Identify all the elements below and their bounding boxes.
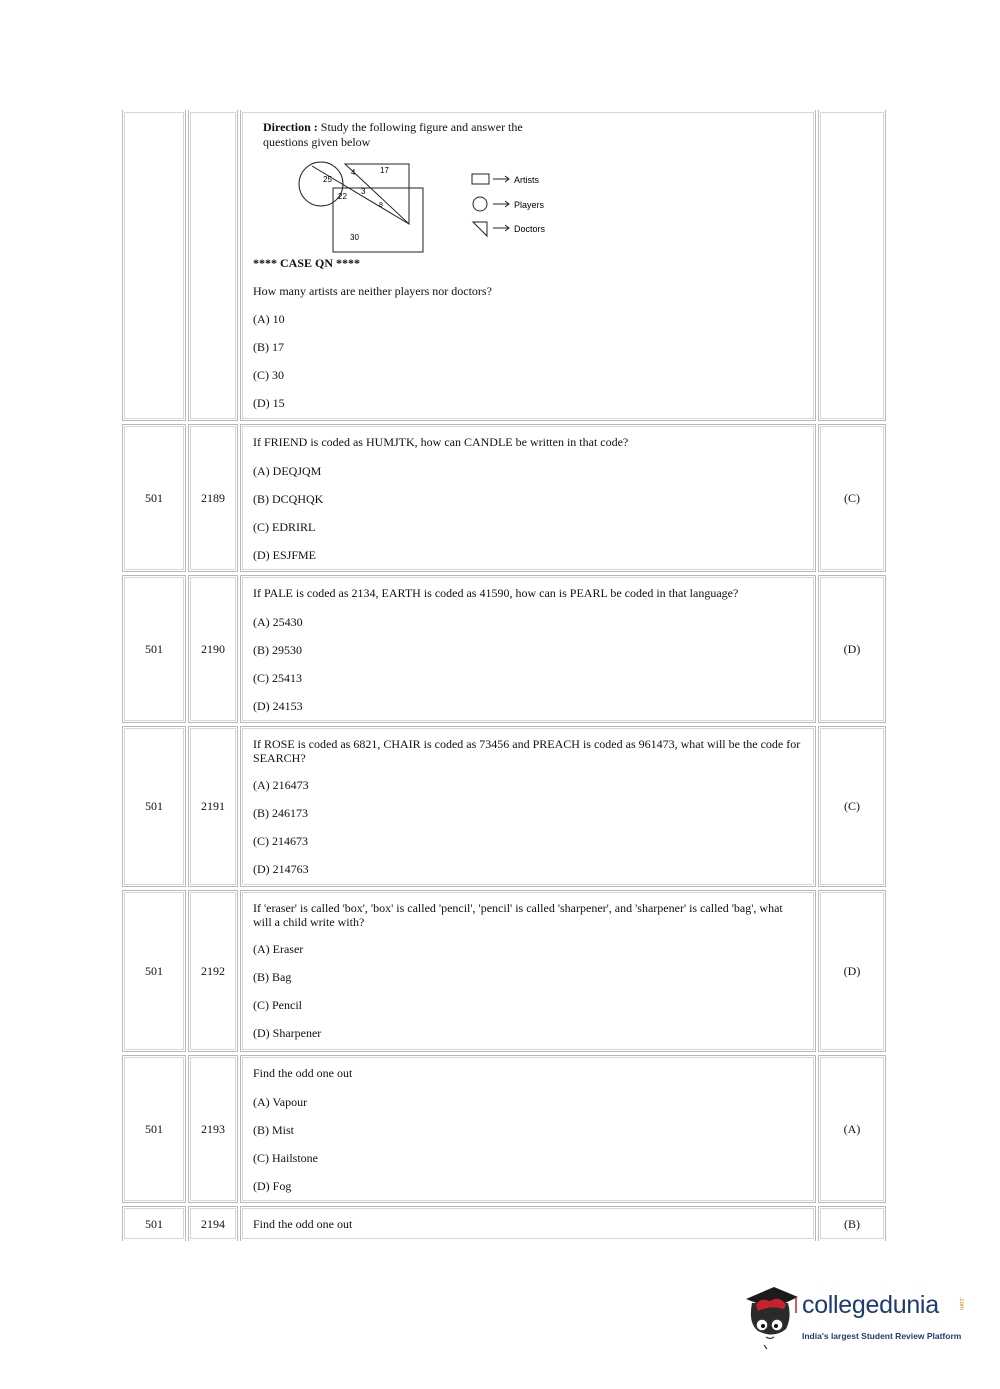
question-text: If ROSE is coded as 6821, CHAIR is coded as 73456 and PREACH is coded as 961473, what will be the code for SEARCH? xyxy=(253,737,801,765)
table-row xyxy=(122,726,886,887)
option: (C) 30 xyxy=(253,368,284,382)
option: (B) DCQHQK xyxy=(253,492,324,506)
venn-label: 3 xyxy=(361,187,366,196)
collegedunia-logo xyxy=(740,1283,970,1353)
case-label: **** CASE QN **** xyxy=(253,256,361,270)
question-table xyxy=(122,110,886,1241)
table-row xyxy=(122,1055,886,1203)
question-cell xyxy=(240,1055,816,1203)
legend-circle-icon xyxy=(473,197,487,211)
direction-body: Study the following figure and answer the questions given below xyxy=(263,120,523,149)
option: (C) 214673 xyxy=(253,834,308,848)
legend-triangle-icon xyxy=(473,222,487,236)
cell-empty xyxy=(122,110,186,421)
venn-label: 17 xyxy=(380,166,389,175)
option: (D) ESJFME xyxy=(253,548,317,562)
legend-rectangle-icon xyxy=(472,174,489,184)
question-cell xyxy=(240,890,816,1052)
answer-key: (C) xyxy=(818,726,886,887)
answer-key: (C) xyxy=(818,424,886,572)
question-text: If PALE is coded as 2134, EARTH is coded as 41590, how can is PEARL be coded in that language? xyxy=(253,586,739,600)
option: (C) 25413 xyxy=(253,671,302,685)
answer-key: (B) xyxy=(818,1206,886,1241)
logo-wordmark: collegedunia xyxy=(802,1291,939,1319)
venn-label: 8 xyxy=(379,202,383,209)
subject-code: 501 xyxy=(122,1055,186,1203)
option: (B) 29530 xyxy=(253,643,302,657)
direction-text xyxy=(263,120,563,150)
table-row xyxy=(122,575,886,723)
question-text: If FRIEND is coded as HUMJTK, how can CANDLE be written in that code? xyxy=(253,435,629,449)
question-cell xyxy=(240,1206,816,1241)
answer-key: (D) xyxy=(818,890,886,1052)
table-row xyxy=(122,1206,886,1241)
legend-artists: Artists xyxy=(514,175,540,185)
option: (D) 24153 xyxy=(253,699,303,713)
option: (A) 10 xyxy=(253,312,285,326)
venn-label: 4 xyxy=(351,168,356,177)
option: (B) 246173 xyxy=(253,806,308,820)
subject-code: 501 xyxy=(122,424,186,572)
direction-label: Direction : xyxy=(263,120,318,134)
question-id: 2193 xyxy=(188,1055,238,1203)
players-circle xyxy=(299,162,343,206)
option: (C) Pencil xyxy=(253,998,302,1012)
question-text: Find the odd one out xyxy=(253,1066,353,1080)
subject-code: 501 xyxy=(122,1206,186,1241)
option: (A) 25430 xyxy=(253,615,303,629)
option: (D) Sharpener xyxy=(253,1026,322,1040)
option: (C) Hailstone xyxy=(253,1151,318,1165)
venn-label: 30 xyxy=(350,233,359,242)
case-question-cell xyxy=(240,110,816,421)
option: (A) DEQJQM xyxy=(253,464,322,478)
option: (C) EDRIRL xyxy=(253,520,316,534)
answer-key: (D) xyxy=(818,575,886,723)
venn-label: 25 xyxy=(323,175,332,184)
answer-key: (A) xyxy=(818,1055,886,1203)
cell-empty xyxy=(818,110,886,421)
case-question-text: How many artists are neither players nor doctors? xyxy=(253,284,492,298)
table-row xyxy=(122,424,886,572)
question-id: 2190 xyxy=(188,575,238,723)
legend-doctors: Doctors xyxy=(514,224,546,234)
option: (A) 216473 xyxy=(253,778,309,792)
question-cell xyxy=(240,575,816,723)
logo-suffix: .com xyxy=(958,1297,964,1311)
subject-code: 501 xyxy=(122,575,186,723)
option: (D) Fog xyxy=(253,1179,292,1193)
question-text: If 'eraser' is called 'box', 'box' is called 'pencil', 'pencil' is called 'sharpener', and 'sharpener' is called 'bag', what will a child write with? xyxy=(253,901,783,929)
question-cell xyxy=(240,726,816,887)
subject-code: 501 xyxy=(122,890,186,1052)
question-id: 2189 xyxy=(188,424,238,572)
venn-label: 22 xyxy=(338,192,347,201)
question-id: 2194 xyxy=(188,1206,238,1241)
option: (B) Mist xyxy=(253,1123,295,1137)
venn-diagram xyxy=(297,158,557,258)
question-id: 2191 xyxy=(188,726,238,887)
table-row-case xyxy=(122,110,886,421)
option: (B) Bag xyxy=(253,970,292,984)
option: (A) Vapour xyxy=(253,1095,308,1109)
option: (D) 15 xyxy=(253,396,285,410)
option: (B) 17 xyxy=(253,340,284,354)
subject-code: 501 xyxy=(122,726,186,887)
option: (A) Eraser xyxy=(253,942,304,956)
cell-empty xyxy=(188,110,238,421)
question-cell xyxy=(240,424,816,572)
mascot-icon xyxy=(740,1283,800,1351)
table-row xyxy=(122,890,886,1052)
question-id: 2192 xyxy=(188,890,238,1052)
option: (D) 214763 xyxy=(253,862,309,876)
legend-players: Players xyxy=(514,200,545,210)
question-text: Find the odd one out xyxy=(253,1217,353,1231)
logo-tagline: India's largest Student Review Platform xyxy=(802,1331,962,1341)
